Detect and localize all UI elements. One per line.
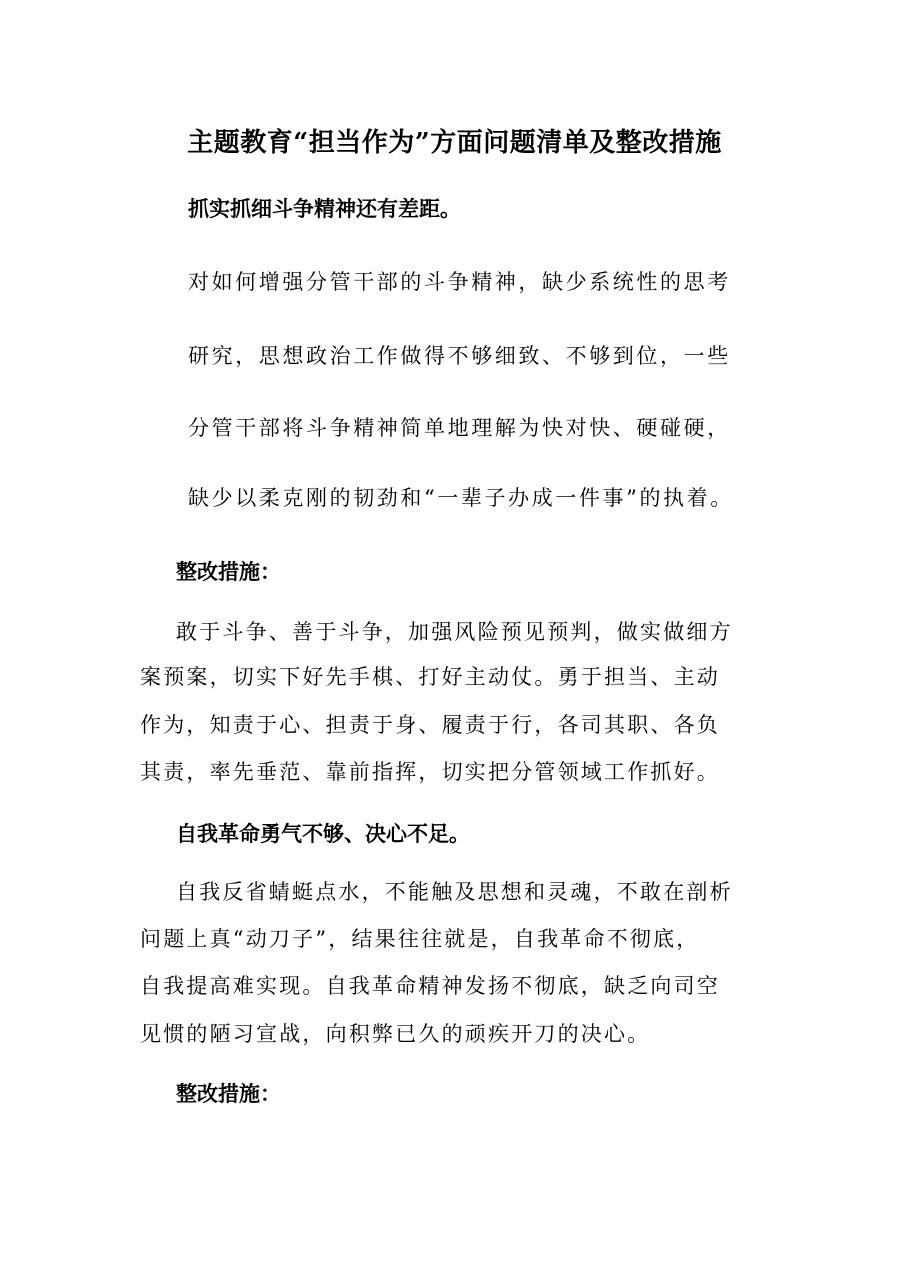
section-heading-self-revolution: 自我革命勇气不够、决心不足。: [176, 821, 470, 846]
paragraph-line: 敢于斗争、善于斗争，加强风险预见预判，做实做细方: [176, 620, 733, 644]
paragraph-line: 缺少以柔克刚的韧劲和“一辈子办成一件事”的执着。: [188, 486, 734, 510]
paragraph-line: 其责，率先垂范、靠前指挥，切实把分管领域工作抓好。: [140, 760, 720, 784]
paragraph-line: 见惯的陋习宣战，向积弊已久的顽疾开刀的决心。: [140, 1022, 651, 1046]
section-heading-rectification-1: 整改措施：: [176, 559, 281, 584]
paragraph-line: 案预案，切实下好先手棋、打好主动仗。勇于担当、主动: [140, 665, 720, 689]
paragraph-line: 作为，知责于心、担责于身、履责于行，各司其职、各负: [140, 713, 720, 737]
paragraph-line: 分管干部将斗争精神简单地理解为快对快、硬碰硬，: [188, 416, 731, 440]
paragraph-line: 研究，思想政治工作做得不够细致、不够到位，一些: [188, 344, 731, 368]
paragraph-line: 自我提高难实现。自我革命精神发扬不彻底，缺乏向司空: [140, 974, 720, 998]
paragraph-line: 自我反省蜻蜓点水，不能触及思想和灵魂，不敢在剖析: [176, 880, 733, 904]
paragraph-line: 对如何增强分管干部的斗争精神，缺少系统性的思考: [188, 270, 731, 294]
paragraph-line: 问题上真“动刀子”，结果往往就是，自我革命不彻底，: [140, 927, 700, 951]
document-title: 主题教育“担当作为”方面问题清单及整改措施: [187, 128, 722, 158]
section-heading-rectification-2: 整改措施：: [176, 1081, 281, 1106]
section-heading-struggle-spirit: 抓实抓细斗争精神还有差距。: [188, 196, 461, 221]
